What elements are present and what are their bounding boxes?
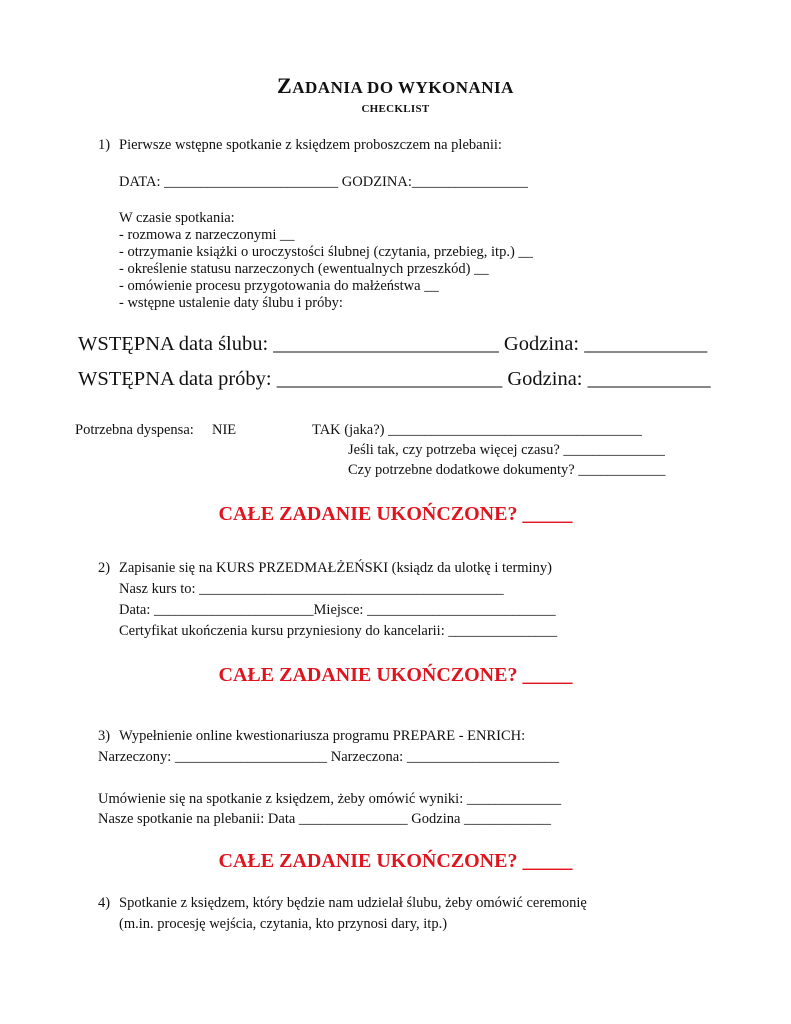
task1-complete: CAŁE ZADANIE UKOŃCZONE? _____ [218,503,573,525]
wedding-date-line: WSTĘPNA data ślubu: ______________________ Godzina: ____________ [78,333,708,355]
task1-date-line: DATA: ________________________ GODZINA:________________ [119,174,528,190]
task2-course: Nasz kurs to: __________________________________________ [119,581,504,597]
task1-item: - wstępne ustalenie daty ślubu i próby: [119,295,343,311]
task1-item: - rozmowa z narzeczonymi __ [119,227,295,243]
task3-text: Wypełnienie online kwestionariusza programu PREPARE - ENRICH: [119,728,526,744]
page-title: ZADANIA DO WYKONANIA [277,73,514,98]
dispensation-documents: Czy potrzebne dodatkowe dokumenty? ____________ [348,462,666,478]
task2-complete: CAŁE ZADANIE UKOŃCZONE? _____ [218,664,573,686]
task3-complete: CAŁE ZADANIE UKOŃCZONE? _____ [218,850,573,872]
task1-item: - omówienie procesu przygotowania do małżeństwa __ [119,278,439,294]
task2-number: 2) [98,560,111,576]
dispensation-label: Potrzebna dyspensa: [75,422,194,438]
task3-appointment: Umówienie się na spotkanie z księdzem, żeby omówić wyniki: _____________ [98,791,562,807]
dispensation-more-time: Jeśli tak, czy potrzeba więcej czasu? ______________ [348,442,665,458]
dispensation-no: NIE [212,422,237,438]
task1-meeting-header: W czasie spotkania: [119,210,235,226]
task1-number: 1) [98,137,111,153]
task2-certificate: Certyfikat ukończenia kursu przyniesiony do kancelarii: _______________ [119,623,558,639]
page-subtitle: CHECKLIST [361,103,430,115]
task2-text: Zapisanie się na KURS PRZEDMAŁŻEŃSKI (ksiądz da ulotkę i terminy) [119,560,552,576]
task2-date-place: Data: ______________________Miejsce: __________________________ [119,602,556,618]
task1-item: - określenie statusu narzeczonych (ewentualnych przeszkód) __ [119,261,489,277]
task3-names: Narzeczony: _____________________ Narzeczona: _____________________ [98,749,560,765]
dispensation-yes: TAK (jaka?) ___________________________________ [312,422,642,438]
task1-text: Pierwsze wstępne spotkanie z księdzem proboszczem na plebanii: [119,137,502,153]
task1-item: - otrzymanie książki o uroczystości ślubnej (czytania, przebieg, itp.) __ [119,244,533,260]
task4-number: 4) [98,895,111,911]
task4-text-line2: (m.in. procesję wejścia, czytania, kto przynosi dary, itp.) [119,916,448,932]
task3-meeting: Nasze spotkanie na plebanii: Data _______________ Godzina ____________ [98,811,552,827]
rehearsal-date-line: WSTĘPNA data próby: ______________________ Godzina: ____________ [78,368,711,390]
task3-number: 3) [98,728,111,744]
task4-text-line1: Spotkanie z księdzem, który będzie nam udzielał ślubu, żeby omówić ceremonię [119,895,587,911]
